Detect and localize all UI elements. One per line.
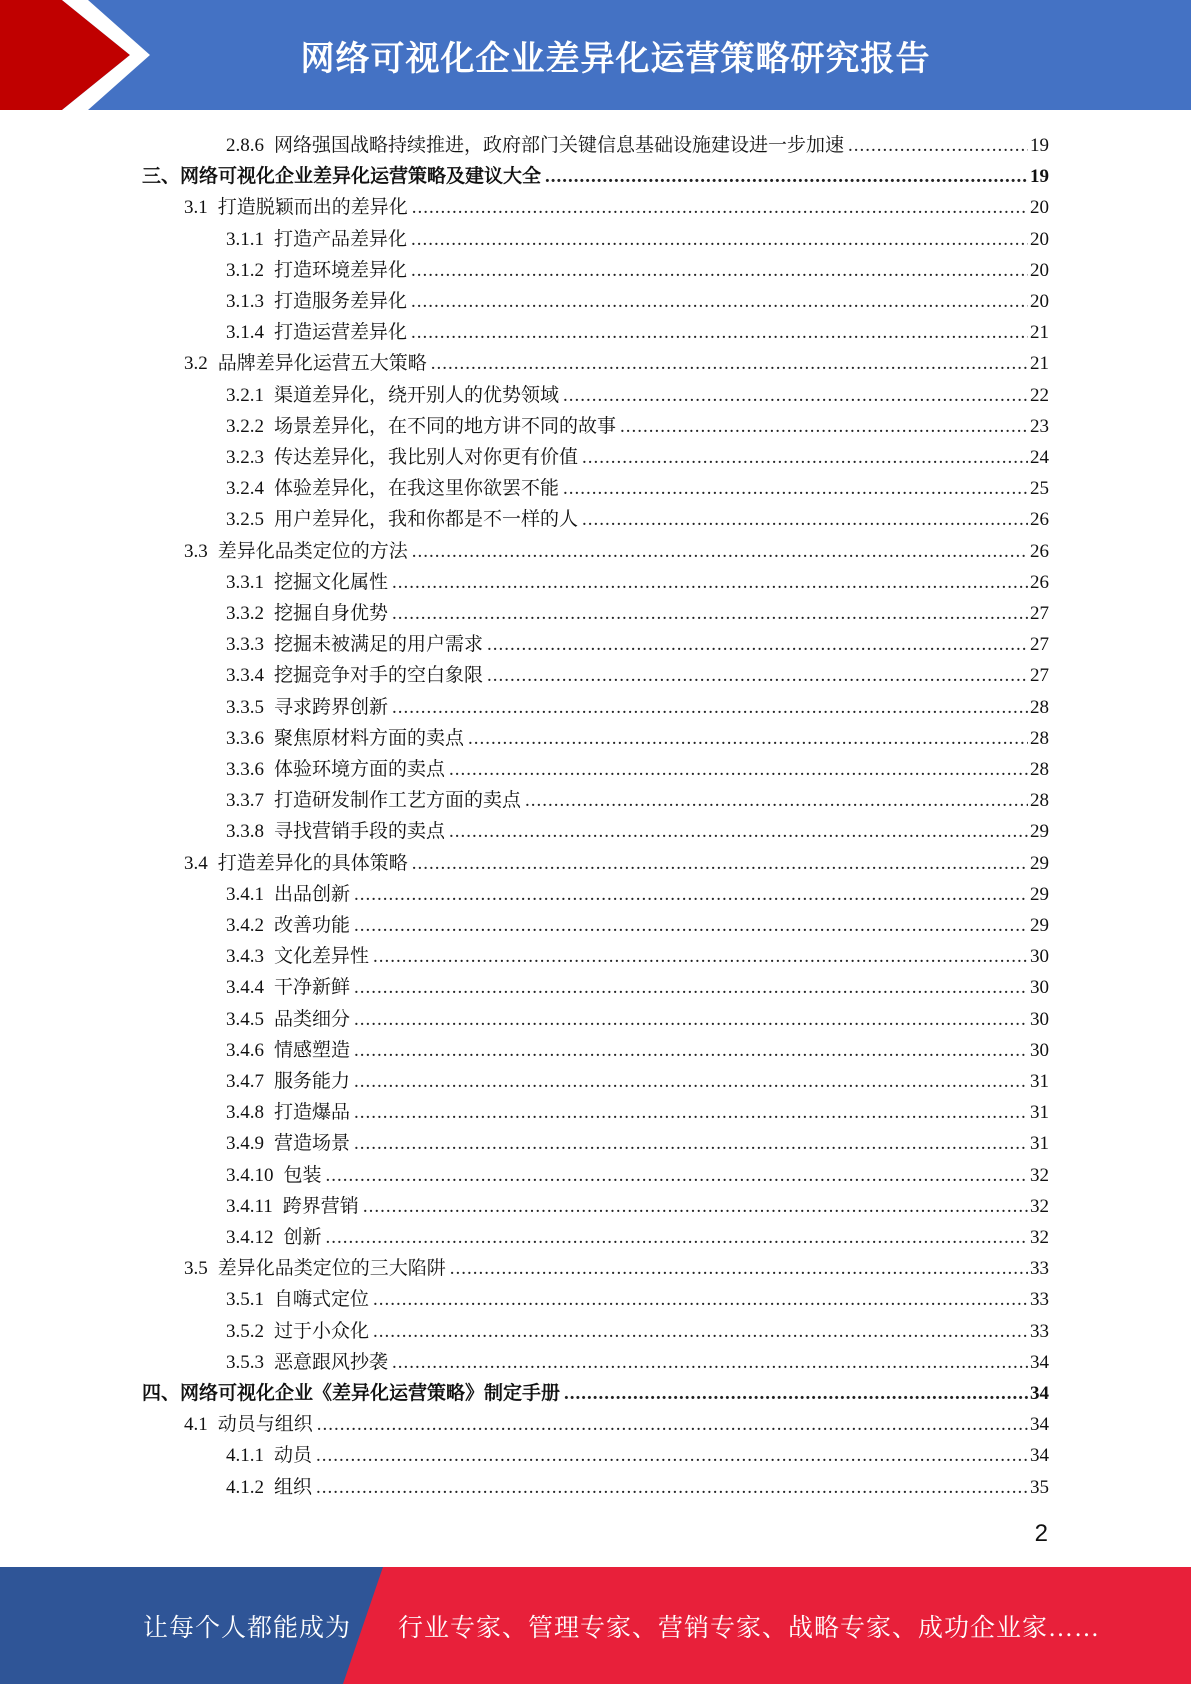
toc-entry-label (226, 914, 352, 938)
toc-dot-leader (317, 1413, 1028, 1437)
toc-entry-page: 27 (1030, 634, 1049, 656)
toc-entry-page: 30 (1030, 1039, 1049, 1061)
toc-entry-title: 网络强国战略持续推进，政府部门关键信息基础设施建设进一步加速 (274, 135, 845, 156)
toc-entry-page: 24 (1030, 447, 1049, 468)
toc-entry-page: 30 (1030, 946, 1049, 968)
toc-entry-title: 情感塑造 (274, 1039, 351, 1061)
toc-entry-page: 28 (1030, 790, 1049, 812)
toc-entry-title: 三、网络可视化企业差异化运营策略及建议大全 (142, 166, 542, 188)
toc-entry[interactable] (226, 408, 1049, 439)
toc-entry[interactable] (184, 845, 1049, 876)
toc-entry-label (226, 1476, 314, 1500)
toc-entry-page: 22 (1030, 384, 1049, 406)
toc-entry-title: 服务能力 (274, 1071, 351, 1092)
toc-dot-leader (363, 1195, 1028, 1219)
toc-dot-leader (412, 196, 1028, 220)
toc-entry-number: 3.3.4 (226, 665, 264, 687)
toc-entry-title: 打造产品差异化 (274, 228, 408, 250)
toc-entry-number: 3.4.8 (226, 1102, 264, 1124)
toc-entry-title: 打造运营差异化 (274, 322, 408, 344)
toc-entry-label (226, 228, 409, 252)
toc-entry-number: 3.4 (184, 852, 208, 874)
toc-dot-leader (354, 1132, 1028, 1156)
toc-entry-title: 渠道差异化，绕开别人的优势领域 (274, 384, 560, 406)
toc-entry-page: 28 (1030, 696, 1049, 718)
toc-entry-label (184, 352, 429, 376)
toc-entry-title: 过于小众化 (274, 1320, 370, 1342)
toc-entry[interactable] (226, 1157, 1049, 1188)
toc-entry-title: 寻找营销手段的卖点 (274, 821, 446, 843)
toc-entry-label (226, 1070, 352, 1094)
toc-entry-label (184, 196, 410, 220)
toc-entry[interactable] (226, 689, 1049, 720)
toc-entry-number: 3.1.3 (226, 291, 264, 312)
toc-entry[interactable] (142, 158, 1049, 189)
toc-entry-label (226, 1039, 352, 1063)
toc-entry-page: 30 (1030, 977, 1049, 999)
footer-slogan-right: 行业专家、管理专家、营销专家、战略专家、成功企业家…… (398, 1614, 1101, 1642)
toc-dot-leader (412, 852, 1028, 876)
toc-entry-number: 3.2.5 (226, 509, 264, 531)
toc-entry-number: 3.1 (184, 197, 208, 219)
toc-entry-page: 21 (1030, 353, 1049, 375)
toc-entry-label (226, 976, 352, 1000)
toc-entry-page: 34 (1030, 1383, 1049, 1404)
toc-entry[interactable] (226, 1188, 1049, 1219)
toc-entry-label (226, 290, 409, 314)
toc-entry[interactable] (226, 470, 1049, 501)
toc-entry[interactable] (184, 533, 1049, 564)
toc-entry-title: 差异化品类定位的三大陷阱 (217, 1258, 446, 1280)
toc-entry-number: 3.4.10 (226, 1164, 274, 1186)
toc-entry[interactable] (226, 283, 1049, 314)
toc-entry[interactable] (226, 501, 1049, 532)
toc-entry-page: 33 (1030, 1258, 1049, 1280)
toc-entry[interactable] (226, 127, 1049, 158)
toc-entry-number: 3.2.1 (226, 384, 264, 406)
toc-entry[interactable] (226, 751, 1049, 782)
toc-entry-number: 3.4.9 (226, 1133, 264, 1155)
toc-entry-title: 打造环境差异化 (274, 259, 408, 281)
toc-entry[interactable] (226, 439, 1049, 470)
toc-dot-leader (354, 914, 1028, 938)
toc-entry-number: 3.3.6 (226, 759, 264, 780)
toc-entry-title: 四、网络可视化企业《差异化运营策略》制定手册 (142, 1383, 561, 1404)
toc-entry[interactable] (226, 782, 1049, 813)
toc-entry-number: 3.4.2 (226, 915, 264, 936)
toc-dot-leader (487, 664, 1028, 688)
toc-entry-title: 出品创新 (274, 883, 351, 905)
toc-dot-leader (326, 1164, 1028, 1188)
toc-entry-page: 32 (1030, 1195, 1049, 1217)
toc-entry[interactable] (226, 813, 1049, 844)
toc-entry-number: 3.4.4 (226, 977, 264, 999)
toc-entry-page: 34 (1030, 1351, 1049, 1373)
toc-entry-title: 文化差异性 (274, 946, 370, 968)
toc-dot-leader (431, 352, 1028, 376)
toc-entry-page: 26 (1030, 540, 1049, 562)
toc-entry-page: 33 (1030, 1289, 1049, 1311)
toc-dot-leader (412, 540, 1028, 564)
toc-entry-number: 3.5.3 (226, 1351, 264, 1373)
toc-entry-label (226, 508, 580, 532)
toc-entry-label (226, 321, 409, 345)
toc-entry-number: 3.5.2 (226, 1320, 264, 1342)
toc-entry-page: 32 (1030, 1227, 1049, 1248)
toc-entry-label (226, 1226, 324, 1250)
page-header (0, 0, 1191, 110)
toc-entry-label (226, 820, 447, 844)
toc-entry-title: 组织 (274, 1476, 313, 1498)
toc-entry-label (226, 446, 580, 470)
toc-entry-page: 20 (1030, 197, 1049, 219)
toc-dot-leader (326, 1226, 1028, 1250)
toc-entry-number: 3.2 (184, 353, 208, 375)
toc-entry-title: 寻求跨界创新 (274, 696, 389, 718)
toc-entry[interactable] (226, 720, 1049, 751)
toc-entry-label (226, 1164, 324, 1188)
toc-dot-leader (354, 1039, 1028, 1063)
toc-entry[interactable] (226, 938, 1049, 969)
toc-entry-page: 25 (1030, 478, 1049, 500)
toc-entry-title: 聚焦原材料方面的卖点 (274, 727, 465, 749)
toc-entry-label (226, 945, 371, 969)
toc-entry-label (226, 1132, 352, 1156)
toc-entry-page: 26 (1030, 509, 1049, 531)
toc-dot-leader (487, 633, 1028, 657)
toc-entry-title: 场景差异化，在不同的地方讲不同的故事 (274, 415, 617, 437)
toc-entry-title: 传达差异化，我比别人对你更有价值 (274, 447, 579, 468)
toc-entry-label (226, 1008, 352, 1032)
toc-entry-label (226, 1444, 314, 1468)
toc-entry-label (142, 1382, 562, 1406)
toc-dot-leader (392, 571, 1028, 595)
toc-entry-label (226, 571, 390, 595)
toc-entry[interactable] (226, 907, 1049, 938)
toc-entry-label (184, 852, 410, 876)
toc-entry-number: 3.4.3 (226, 946, 264, 968)
toc-dot-leader (354, 1101, 1028, 1125)
toc-entry-page: 23 (1030, 415, 1049, 437)
toc-entry-label (226, 1195, 361, 1219)
toc-entry-number: 3.2.4 (226, 478, 264, 500)
toc-dot-leader (392, 602, 1028, 626)
toc-dot-leader (354, 976, 1028, 1000)
toc-entry-title: 挖掘文化属性 (274, 571, 389, 593)
toc-entry-page: 32 (1030, 1164, 1049, 1186)
toc-entry[interactable] (184, 345, 1049, 376)
toc-entry-number: 3.5.1 (226, 1289, 264, 1311)
toc-entry[interactable] (226, 252, 1049, 283)
toc-entry[interactable] (226, 657, 1049, 688)
toc-dot-leader (468, 727, 1028, 751)
toc-entry-number: 3.4.5 (226, 1008, 264, 1030)
toc-entry-page: 31 (1030, 1071, 1049, 1092)
toc-entry-title: 打造爆品 (274, 1102, 351, 1124)
toc-entry-number: 3.1.2 (226, 259, 264, 281)
toc-entry-label (226, 259, 409, 283)
toc-entry[interactable] (226, 1001, 1049, 1032)
toc-entry[interactable] (226, 221, 1049, 252)
toc-dot-leader (582, 446, 1028, 470)
toc-entry[interactable] (142, 1375, 1049, 1406)
toc-entry[interactable] (226, 377, 1049, 408)
toc-entry[interactable] (226, 564, 1049, 595)
toc-entry-page: 33 (1030, 1320, 1049, 1342)
toc-entry-page: 19 (1030, 166, 1049, 188)
toc-entry-title: 跨界营销 (282, 1195, 359, 1217)
toc-entry-title: 创新 (283, 1227, 322, 1248)
toc-entry-title: 品牌差异化运营五大策略 (217, 353, 427, 375)
toc-dot-leader (316, 1476, 1028, 1500)
toc-entry-number: 3.4.11 (226, 1195, 273, 1217)
toc-dot-leader (373, 945, 1028, 969)
page-footer (0, 1567, 1191, 1684)
toc-entry-title: 动员 (274, 1445, 313, 1467)
toc-entry-label (226, 883, 352, 907)
toc-dot-leader (450, 1257, 1028, 1281)
toc-dot-leader (373, 1288, 1028, 1312)
toc-entry-label (226, 1101, 352, 1125)
toc-entry-page: 29 (1030, 852, 1049, 874)
toc-entry-number: 3.5 (184, 1258, 208, 1280)
toc-entry-label (226, 633, 485, 657)
toc-entry-number: 3.3.6 (226, 727, 264, 749)
toc-entry-title: 用户差异化，我和你都是不一样的人 (274, 509, 579, 531)
toc-entry[interactable] (226, 1437, 1049, 1468)
toc-entry-label (226, 1320, 371, 1344)
toc-dot-leader (316, 1444, 1028, 1468)
toc-entry-number: 3.4.12 (226, 1227, 274, 1248)
toc-entry-page: 27 (1030, 665, 1049, 687)
page-number: 2 (1034, 1520, 1048, 1547)
toc-dot-leader (411, 259, 1028, 283)
toc-entry-title: 自嗨式定位 (274, 1289, 370, 1311)
toc-entry-number: 3.3.3 (226, 634, 264, 656)
toc-entry-number: 3.3.5 (226, 696, 264, 718)
toc-entry-number: 3.3.8 (226, 821, 264, 843)
toc-dot-leader (354, 883, 1028, 907)
toc-entry-title: 打造差异化的具体策略 (217, 852, 408, 874)
footer-slogan-left: 让每个人都能成为 (143, 1614, 352, 1642)
toc-entry-label (226, 789, 523, 813)
toc-dot-leader (563, 477, 1028, 501)
toc-entry-page: 29 (1030, 883, 1049, 905)
toc-entry-page: 20 (1030, 291, 1049, 312)
toc-entry-title: 打造研发制作工艺方面的卖点 (274, 790, 522, 812)
toc-entry-page: 31 (1030, 1102, 1049, 1124)
toc-entry-page: 28 (1030, 727, 1049, 749)
toc-entry[interactable] (184, 1250, 1049, 1281)
toc-entry-label (184, 1413, 315, 1437)
toc-dot-leader (411, 228, 1028, 252)
toc-dot-leader (449, 820, 1028, 844)
toc-entry-number: 3.1.4 (226, 322, 264, 344)
toc-entry-title: 恶意跟风抄袭 (274, 1351, 389, 1373)
toc-entry[interactable] (226, 1032, 1049, 1063)
toc-entry-number: 2.8.6 (226, 135, 264, 156)
toc-entry-number: 3.4.6 (226, 1039, 264, 1061)
toc-entry-title: 改善功能 (274, 915, 351, 936)
toc-entry-page: 21 (1030, 322, 1049, 344)
toc-entry-number: 3.1.1 (226, 228, 264, 250)
toc-entry-label (226, 415, 618, 439)
report-title: 网络可视化企业差异化运营策略研究报告 (300, 38, 931, 79)
toc-entry-label (226, 1351, 390, 1375)
toc-entry-title: 体验环境方面的卖点 (274, 759, 446, 780)
toc-entry[interactable] (226, 1063, 1049, 1094)
toc-entry-page: 20 (1030, 259, 1049, 281)
toc-entry-page: 27 (1030, 603, 1049, 624)
toc-entry-page: 20 (1030, 228, 1049, 250)
toc-dot-leader (563, 384, 1028, 408)
toc-entry-number: 3.4.1 (226, 883, 264, 905)
toc-entry[interactable] (226, 969, 1049, 1000)
toc-entry-label (226, 1288, 371, 1312)
toc-dot-leader (354, 1008, 1028, 1032)
toc-entry-page: 19 (1030, 135, 1049, 156)
toc-dot-leader (582, 508, 1028, 532)
toc-entry-number: 3.3 (184, 540, 208, 562)
toc-entry-page: 29 (1030, 821, 1049, 843)
toc-entry-page: 31 (1030, 1133, 1049, 1155)
toc-entry-number: 3.2.3 (226, 447, 264, 468)
toc-entry-title: 包装 (283, 1164, 322, 1186)
toc-entry-label (142, 165, 543, 189)
toc-entry-page: 26 (1030, 571, 1049, 593)
toc-dot-leader (392, 1351, 1028, 1375)
toc-entry[interactable] (226, 314, 1049, 345)
toc-entry-number: 4.1.1 (226, 1445, 264, 1467)
toc-entry-number: 4.1.2 (226, 1476, 264, 1498)
toc-entry-title: 品类细分 (274, 1008, 351, 1030)
toc-entry-label (226, 134, 846, 158)
toc-entry[interactable] (226, 595, 1049, 626)
toc-entry-number: 3.4.7 (226, 1071, 264, 1092)
toc-entry-title: 营造场景 (274, 1133, 351, 1155)
toc-entry-label (226, 477, 561, 501)
toc-entry-label (184, 540, 410, 564)
toc-entry-label (226, 384, 561, 408)
toc-dot-leader (525, 789, 1028, 813)
toc-dot-leader (848, 134, 1028, 158)
toc-entry-label (226, 664, 485, 688)
toc-dot-leader (411, 321, 1028, 345)
toc-entry-title: 体验差异化，在我这里你欲罢不能 (274, 478, 560, 500)
toc-entry-number: 3.2.2 (226, 415, 264, 437)
toc-entry-title: 动员与组织 (217, 1414, 313, 1436)
toc-entry-title: 打造服务差异化 (274, 291, 408, 312)
toc-entry[interactable] (184, 189, 1049, 220)
toc-entry-number: 3.3.2 (226, 603, 264, 624)
toc-entry[interactable] (226, 876, 1049, 907)
toc-entry[interactable] (184, 1406, 1049, 1437)
toc-entry-title: 挖掘自身优势 (274, 603, 389, 624)
toc-entry-label (226, 758, 447, 782)
toc-dot-leader (620, 415, 1028, 439)
toc-entry-page: 30 (1030, 1008, 1049, 1030)
toc-entry[interactable] (226, 1094, 1049, 1125)
toc-entry-title: 挖掘竞争对手的空白象限 (274, 665, 484, 687)
toc-entry-number: 3.3.1 (226, 571, 264, 593)
toc-entry-title: 挖掘未被满足的用户需求 (274, 634, 484, 656)
toc-dot-leader (392, 696, 1028, 720)
toc-entry-page: 34 (1030, 1414, 1049, 1436)
toc-dot-leader (354, 1070, 1028, 1094)
toc-dot-leader (411, 290, 1028, 314)
toc-dot-leader (545, 165, 1028, 189)
toc-entry[interactable] (226, 1125, 1049, 1156)
header-arrow-graphic (0, 0, 150, 110)
toc-dot-leader (564, 1382, 1028, 1406)
toc-entry-page: 28 (1030, 759, 1049, 780)
toc-entry-label (226, 696, 390, 720)
toc-entry[interactable] (226, 1344, 1049, 1375)
toc-entry-title: 打造脱颖而出的差异化 (217, 197, 408, 219)
toc-entry-label (184, 1257, 448, 1281)
toc-entry-label (226, 727, 466, 751)
toc-entry-page: 29 (1030, 915, 1049, 936)
toc-entry-page: 34 (1030, 1445, 1049, 1467)
toc-entry-number: 4.1 (184, 1414, 208, 1436)
toc-entry-page: 35 (1030, 1476, 1049, 1498)
toc-entry[interactable] (226, 1469, 1049, 1500)
toc-entry-label (226, 602, 390, 626)
toc-entry[interactable] (226, 1281, 1049, 1312)
toc-entry[interactable] (226, 1313, 1049, 1344)
toc-entry-number: 3.3.7 (226, 790, 264, 812)
toc-dot-leader (449, 758, 1028, 782)
toc-entry[interactable] (226, 1219, 1049, 1250)
toc-entry-title: 差异化品类定位的方法 (217, 540, 408, 562)
toc-entry[interactable] (226, 626, 1049, 657)
toc-dot-leader (373, 1320, 1028, 1344)
toc-entry-title: 干净新鲜 (274, 977, 351, 999)
